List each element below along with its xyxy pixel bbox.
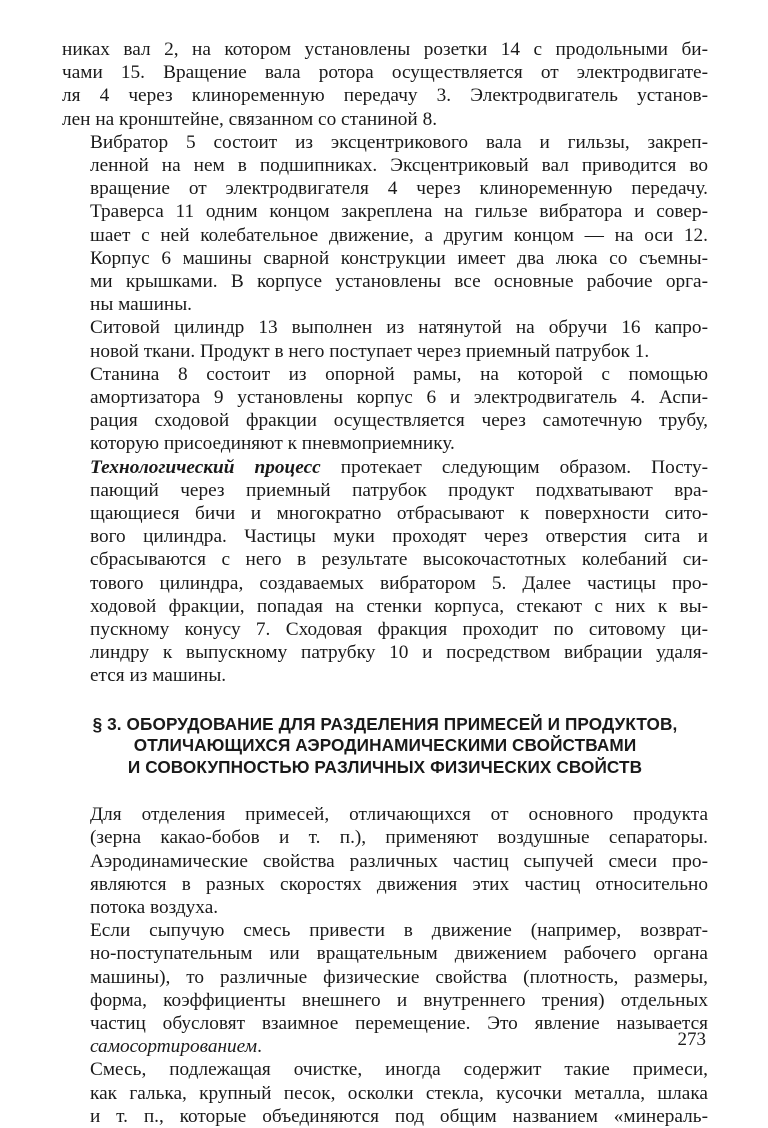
text-line: которую присоединяют к пневмоприемнику.	[90, 433, 455, 455]
paragraph-8	[62, 1058, 708, 1128]
paragraph-5	[62, 456, 708, 688]
text-line-tail	[62, 1035, 708, 1058]
paragraph-2	[62, 131, 708, 317]
text-line: Для отделения примесей, отличающихся от основного продукта	[90, 804, 708, 826]
paragraph-6	[62, 803, 708, 919]
text-line: Смесь, подлежащая очистке, иногда содержит такие примеси,	[90, 1059, 708, 1081]
text-line: чами 15. Вращение вала ротора осуществляется от электродвигате-	[62, 62, 708, 84]
paragraph-7	[62, 919, 708, 1058]
text-line: вращение от электродвигателя 4 через клиноременную передачу.	[90, 178, 708, 200]
text-line: потока воздуха.	[90, 897, 219, 918]
text-line: амортизатора 9 установлены корпус 6 и электродвигатель 4. Аспи-	[90, 387, 708, 409]
text-block-top	[62, 38, 708, 688]
text-line: ми крышками. В корпусе установлены все основные рабочие орга-	[90, 271, 708, 293]
text-line: рация сходовой фракции осуществляется через самотечную трубу,	[90, 410, 708, 432]
text-line: лен на кронштейне, связанном со станиной 8.	[62, 108, 438, 130]
text-line: ходовой фракции, попадая на стенки корпуса, стекают с них к вы-	[90, 595, 708, 617]
heading-line: § 3. ОБОРУДОВАНИЕ ДЛЯ РАЗДЕЛЕНИЯ ПРИМЕСЕЙ И ПРОДУКТОВ,	[92, 713, 678, 734]
text-line: сбрасываются с него в результате высокочастотных колебаний си-	[90, 549, 708, 571]
text-line: Если сыпучую смесь привести в движение (например, возврат-	[90, 920, 708, 942]
text-line: пускному конусу 7. Сходовая фракция проходит по ситовому ци-	[90, 619, 708, 641]
text-block-bottom	[62, 803, 708, 1128]
text-line: линдру к выпускному патрубку 10 и посредством вибрации удаля-	[90, 642, 708, 664]
text-line: шает с ней колебательное движение, а другим концом — на оси 12.	[90, 224, 708, 246]
text-line: ля 4 через клиноременную передачу 3. Электродвигатель установ-	[62, 85, 708, 107]
text-line: и т. п., которые объединяются под общим названием «минераль-	[90, 1105, 708, 1127]
text-line: Корпус 6 машины сварной конструкции имеет два люка со съемны-	[90, 247, 708, 269]
section-heading	[62, 714, 708, 779]
text-line-lead	[62, 456, 708, 479]
text-line: Траверса 11 одним концом закреплена на гильзе вибратора и совер-	[90, 201, 708, 223]
page-number: 273	[677, 1029, 706, 1050]
heading-line: ОТЛИЧАЮЩИХСЯ АЭРОДИНАМИЧЕСКИМИ СВОЙСТВАМИ	[133, 735, 637, 756]
text-line: но-поступательным или вращательным движением рабочего органа	[90, 943, 708, 965]
paragraph-4	[62, 363, 708, 456]
text-line: Ситовой цилиндр 13 выполнен из натянутой на обручи 16 капро-	[90, 317, 708, 339]
text-line: Аэродинамические свойства различных частиц сыпучей смеси про-	[90, 850, 708, 872]
text-line: ленной на нем в подшипниках. Эксцентриковый вал приводится во	[90, 155, 708, 177]
heading-line: И СОВОКУПНОСТЬЮ РАЗЛИЧНЫХ ФИЗИЧЕСКИХ СВОЙСТВ	[127, 756, 643, 777]
text-line: ется из машины.	[90, 665, 227, 687]
text-line: пающий через приемный патрубок продукт подхватывают вра-	[90, 479, 708, 501]
text-line: тового цилиндра, создаваемых вибратором 5. Далее частицы про-	[90, 572, 708, 594]
text-line: машины), то различные физические свойства (плотность, размеры,	[90, 966, 708, 988]
lead-term: Технологический процесс	[90, 456, 321, 478]
text-line: Станина 8 состоит из опорной рамы, на которой с помощью	[90, 363, 708, 385]
text-line: щающиеся бичи и многократно отбрасывают к поверхности сито-	[90, 503, 708, 525]
text-line: никах вал 2, на котором установлены розетки 14 с продольными би-	[62, 39, 708, 60]
paragraph-3	[62, 316, 708, 362]
italic-term: самосортированием	[90, 1036, 258, 1058]
text-line: частиц обусловят взаимное перемещение. Это явление называется	[90, 1013, 708, 1035]
text-line-rest: протекает следующим образом. Посту-	[320, 456, 709, 478]
punctuation: .	[257, 1036, 262, 1058]
text-line: форма, коэффициенты внешнего и внутреннего трения) отдельных	[90, 989, 708, 1011]
text-line: вого цилиндра. Частицы муки проходят через отверстия сита и	[90, 526, 708, 548]
text-line: (зерна какао-бобов и т. п.), применяют воздушные сепараторы.	[90, 827, 708, 849]
text-line: новой ткани. Продукт в него поступает через приемный патрубок 1.	[90, 340, 650, 362]
text-line: как галька, крупный песок, осколки стекла, кусочки металла, шлака	[90, 1082, 708, 1104]
text-line: Вибратор 5 состоит из эксцентрикового вала и гильзы, закреп-	[90, 131, 708, 153]
text-line: ны машины.	[90, 294, 192, 316]
paragraph-1	[62, 38, 708, 131]
text-line: являются в разных скоростях движения этих частиц относительно	[90, 873, 708, 895]
